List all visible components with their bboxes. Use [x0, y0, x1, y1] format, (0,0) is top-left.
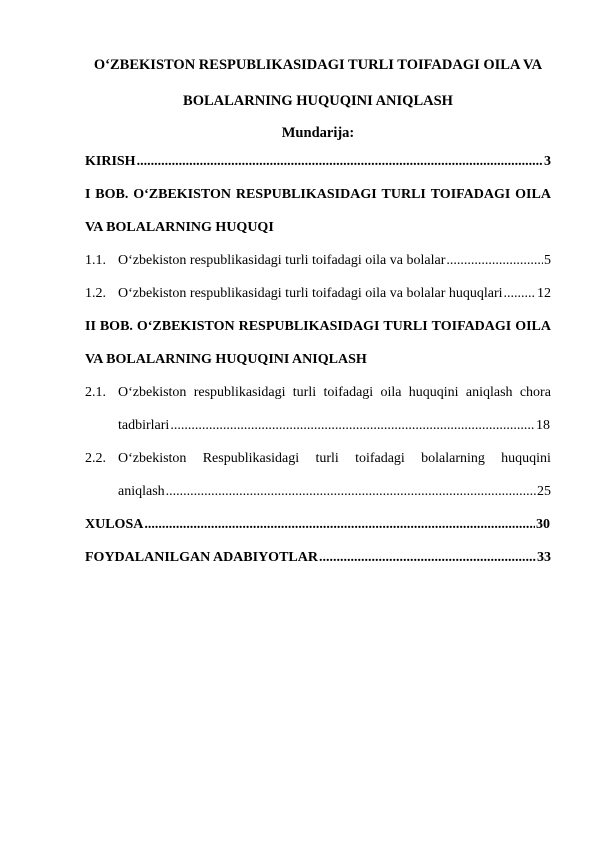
- toc-entry-label: aniqlash: [118, 484, 165, 499]
- word: aniqlash: [465, 385, 513, 400]
- word: BOB.: [95, 187, 129, 202]
- toc-page-number: 25: [537, 484, 551, 499]
- word: BOB.: [99, 319, 133, 334]
- toc-page-number: 30: [536, 517, 550, 532]
- dot-leader: [319, 549, 536, 567]
- word: RESPUBLIKASIDAGI: [238, 319, 380, 334]
- dot-leader: [170, 417, 535, 435]
- document-title-line-1: O‘ZBEKISTON RESPUBLIKASIDAGI TURLI TOIFADAGI OILA VA: [93, 57, 543, 73]
- toc-page-number: 18: [536, 418, 550, 433]
- toc-page-number: 3: [544, 154, 551, 169]
- toc-entry-label: KIRISH: [85, 154, 136, 169]
- word: toifadagi: [355, 451, 405, 466]
- toc-entry-introduction[interactable]: [85, 153, 551, 171]
- section-number: 2.2.: [85, 451, 106, 466]
- word: TOIFADAGI: [431, 319, 512, 334]
- toc-entry-2-2-line-1[interactable]: [118, 450, 551, 468]
- word: O‘ZBEKISTON: [133, 187, 231, 202]
- toc-chapter-2-line-2[interactable]: VA BOLALARNING HUQUQINI ANIQLASH: [85, 352, 367, 367]
- toc-entry-2-1-line-1[interactable]: [118, 384, 551, 402]
- toc-entry-label: FOYDALANILGAN ADABIYOTLAR: [85, 550, 318, 565]
- toc-page-number: 33: [537, 550, 551, 565]
- toc-chapter-1-line-2[interactable]: VA BOLALARNING HUQUQI: [85, 220, 274, 235]
- dot-leader: [446, 252, 543, 270]
- contents-heading: Mundarija:: [281, 125, 355, 141]
- word: I: [85, 187, 91, 202]
- toc-entry-conclusion[interactable]: [85, 516, 550, 534]
- word: toifadagi: [323, 385, 374, 400]
- section-number: 2.1.: [85, 385, 106, 400]
- word: O‘ZBEKISTON: [136, 319, 235, 334]
- toc-entry-references[interactable]: [85, 549, 551, 567]
- toc-page-number: 5: [544, 253, 551, 268]
- word: respublikasidagi: [193, 385, 286, 400]
- toc-entry-label: O‘zbekiston respublikasidagi turli toifadagi oila va bolalar huquqlari: [118, 286, 503, 301]
- dot-leader: [137, 153, 543, 171]
- section-number: 1.1.: [85, 253, 106, 268]
- word: bolalarning: [421, 451, 485, 466]
- word: Respublikasidagi: [202, 451, 300, 466]
- toc-entry-2-1-line-2[interactable]: [118, 417, 550, 435]
- toc-page-number: 12: [537, 286, 551, 301]
- word: O‘zbekiston: [118, 451, 187, 466]
- toc-chapter-1-line-1[interactable]: [85, 186, 551, 204]
- word: TURLI: [381, 187, 426, 202]
- word: turli: [315, 451, 339, 466]
- toc-entry-2-2-line-2[interactable]: [118, 483, 551, 501]
- dot-leader: [144, 516, 535, 534]
- word: TURLI: [383, 319, 428, 334]
- word: huquqini: [408, 385, 459, 400]
- word: OILA: [515, 319, 551, 334]
- word: chora: [519, 385, 551, 400]
- word: II: [85, 319, 96, 334]
- word: O‘zbekiston: [118, 385, 187, 400]
- word: TOIFADAGI: [430, 187, 511, 202]
- document-title-line-2: BOLALARNING HUQUQINI ANIQLASH: [183, 93, 453, 109]
- word: OILA: [515, 187, 551, 202]
- dot-leader: [504, 285, 536, 303]
- word: turli: [292, 385, 317, 400]
- toc-entry-1-1[interactable]: [85, 252, 551, 270]
- toc-entry-label: XULOSA: [85, 517, 144, 532]
- toc-entry-label: tadbirlari: [118, 418, 170, 433]
- word: oila: [380, 385, 402, 400]
- word: huquqini: [501, 451, 551, 466]
- toc-chapter-2-line-1[interactable]: [85, 318, 551, 336]
- dot-leader: [166, 483, 536, 501]
- toc-entry-label: O‘zbekiston respublikasidagi turli toifadagi oila va bolalar: [118, 253, 446, 268]
- word: RESPUBLIKASIDAGI: [235, 187, 377, 202]
- toc-entry-1-2[interactable]: [85, 285, 551, 303]
- section-number: 1.2.: [85, 286, 106, 301]
